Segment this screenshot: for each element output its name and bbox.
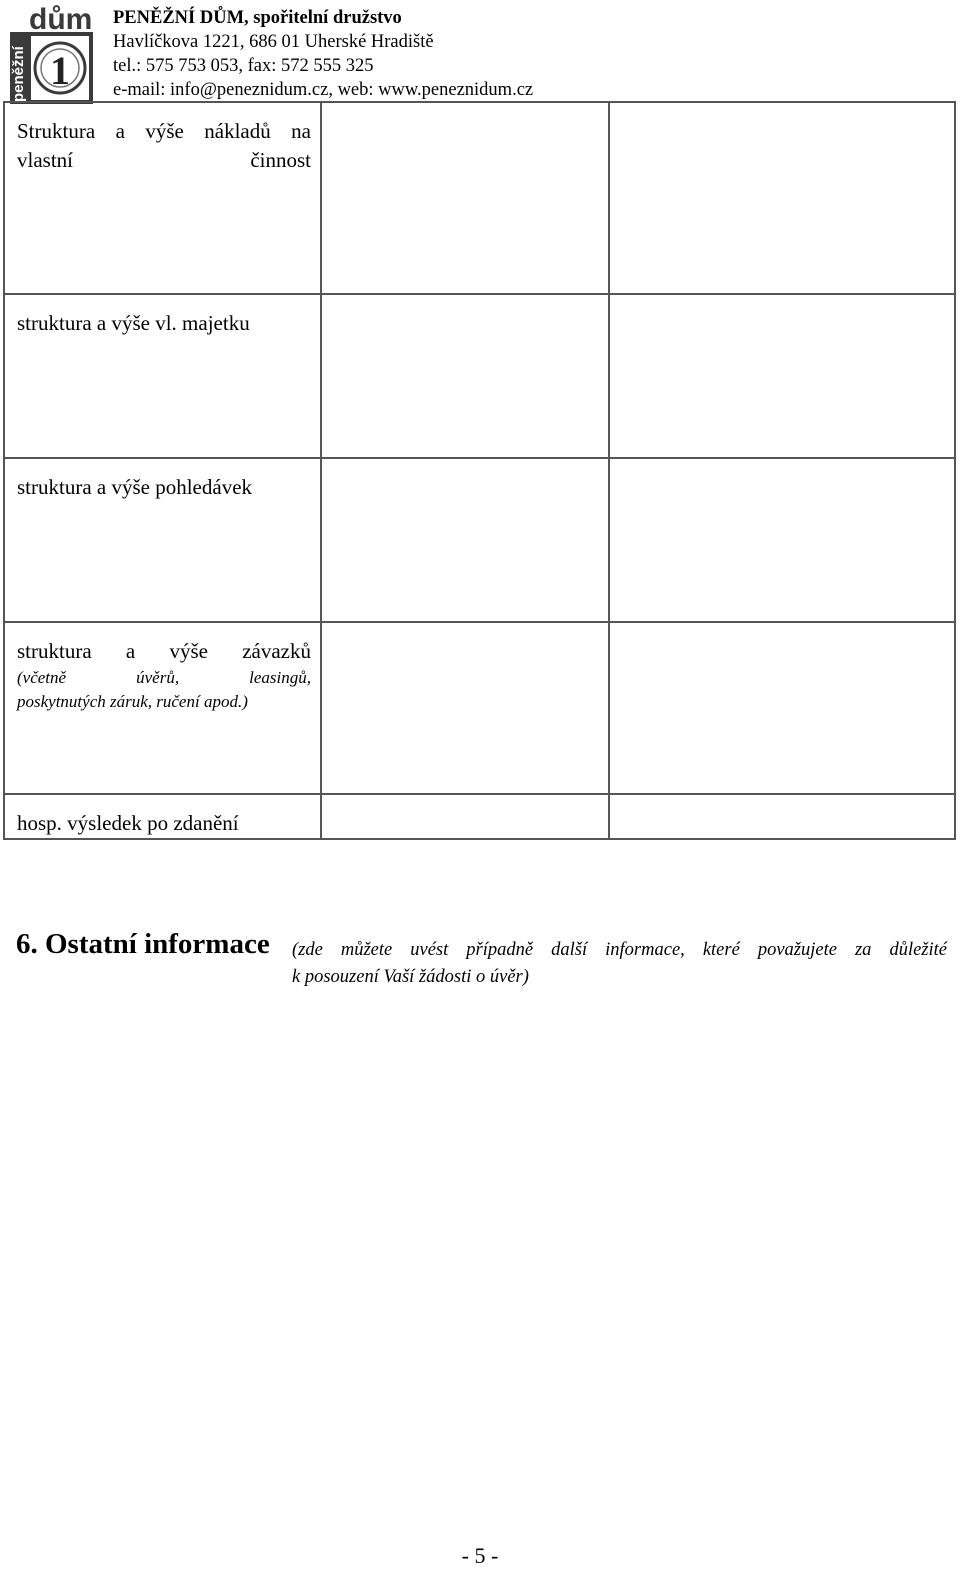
logo-vertical-word: peněžní	[10, 46, 27, 102]
company-phone-fax: tel.: 575 753 053, fax: 572 555 325	[113, 56, 374, 76]
input-cell[interactable]	[609, 794, 955, 839]
row-label: hosp. výsledek po zdanění	[17, 811, 239, 835]
table-row	[4, 794, 955, 839]
row-label-cell	[4, 794, 321, 839]
company-name: PENĚŽNÍ DŮM, spořitelní družstvo	[113, 8, 402, 28]
company-header	[113, 6, 533, 102]
input-cell[interactable]	[609, 458, 955, 622]
row-label-cell	[4, 294, 321, 458]
row-note	[17, 666, 311, 714]
company-email-web: e-mail: info@peneznidum.cz, web: www.peneznidum.cz	[113, 80, 534, 100]
row-label: struktura a výše závazků	[17, 639, 311, 663]
logo-top-word: dům	[29, 4, 93, 36]
table-row	[4, 102, 955, 294]
logo	[10, 4, 94, 104]
input-cell[interactable]	[321, 294, 609, 458]
logo-graphic	[10, 4, 94, 104]
page-number: - 5 -	[461, 1543, 499, 1568]
row-label-cell	[4, 458, 321, 622]
row-note-line1: (včetně úvěrů, leasingů,	[17, 668, 311, 687]
table-row	[4, 294, 955, 458]
row-note-line2: poskytnutých záruk, ručení apod.)	[17, 692, 248, 711]
section-description-line2: k posouzení Vaší žádosti o úvěr)	[292, 967, 529, 987]
input-cell[interactable]	[321, 794, 609, 839]
input-cell[interactable]	[321, 458, 609, 622]
input-cell[interactable]	[321, 622, 609, 794]
row-label: Struktura a výše nákladů na vlastní činnost	[17, 119, 311, 172]
row-label-cell	[4, 102, 321, 294]
input-cell[interactable]	[609, 102, 955, 294]
financial-structure-table	[3, 101, 956, 840]
logo-number: 1	[50, 48, 70, 93]
input-cell[interactable]	[321, 102, 609, 294]
row-label: struktura a výše vl. majetku	[17, 311, 250, 335]
row-label-cell	[4, 622, 321, 794]
company-address: Havlíčkova 1221, 686 01 Uherské Hradiště	[113, 32, 434, 52]
input-cell[interactable]	[609, 622, 955, 794]
section-title: 6. Ostatní informace	[16, 928, 270, 960]
table-row	[4, 622, 955, 794]
section-description-line1: (zde můžete uvést případně další informace, které považujete za důležité	[292, 940, 947, 960]
section-description	[292, 937, 947, 991]
input-cell[interactable]	[609, 294, 955, 458]
table-row	[4, 458, 955, 622]
row-label: struktura a výše pohledávek	[17, 475, 253, 499]
